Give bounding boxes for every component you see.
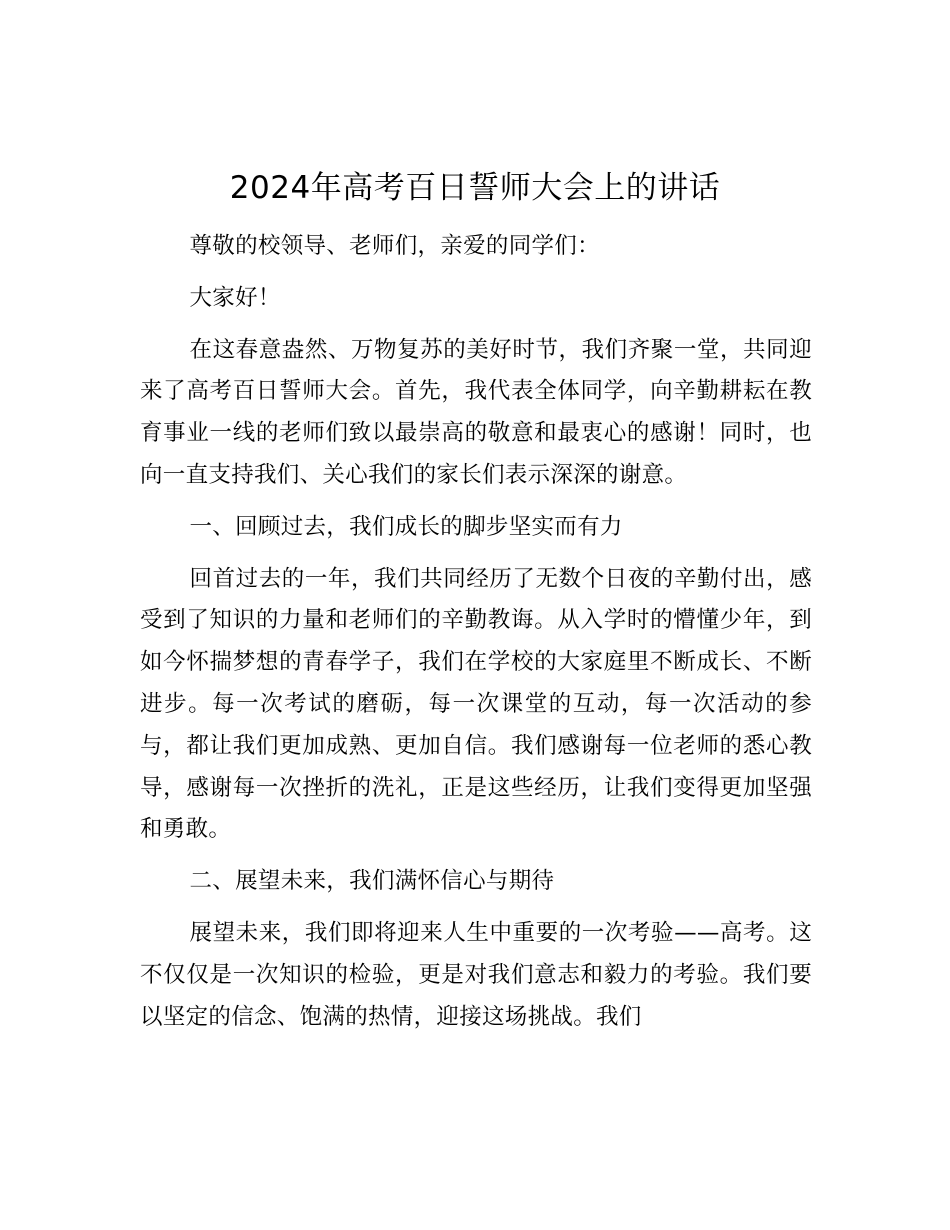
section-heading-1: 一、回顾过去，我们成长的脚步坚实而有力	[189, 513, 623, 540]
salutation: 尊敬的校领导、老师们，亲爱的同学们：	[189, 233, 600, 259]
section-1-paragraph: 回首过去的一年，我们共同经历了无数个日夜的辛勤付出，感受到了知识的力量和老师们的辛勤教诲。从入学时的懵懂少年，到如今怀揣梦想的青春学子，我们在学校的大家庭里不断成长、不断进步。每一次考试的磨砺，每一次课堂的互动，每一次活动的参与，都让我们更加成熟、更加自信。我们感谢每一位老师的悉心教导，感谢每一次挫折的洗礼，正是这些经历，让我们变得更加坚强和勇敢。	[140, 565, 812, 843]
document-title: 2024年高考百日誓师大会上的讲话	[229, 170, 721, 206]
greeting: 大家好！	[189, 284, 281, 311]
section-heading-2: 二、展望未来，我们满怀信心与期待	[189, 868, 555, 895]
document-body	[140, 226, 812, 1048]
section-2-paragraph: 展望未来，我们即将迎来人生中重要的一次考验——高考。这不仅仅是一次知识的检验，更是对我们意志和毅力的考验。我们要以坚定的信念、饱满的热情，迎接这场挑战。我们	[140, 919, 812, 1030]
opening-paragraph: 在这春意盎然、万物复苏的美好时节，我们齐聚一堂，共同迎来了高考百日誓师大会。首先，我代表全体同学，向辛勤耕耘在教育事业一线的老师们致以最崇高的敬意和最衷心的感谢！同时，也向一直支持我们、关心我们的家长们表示深深的谢意。	[140, 336, 812, 488]
